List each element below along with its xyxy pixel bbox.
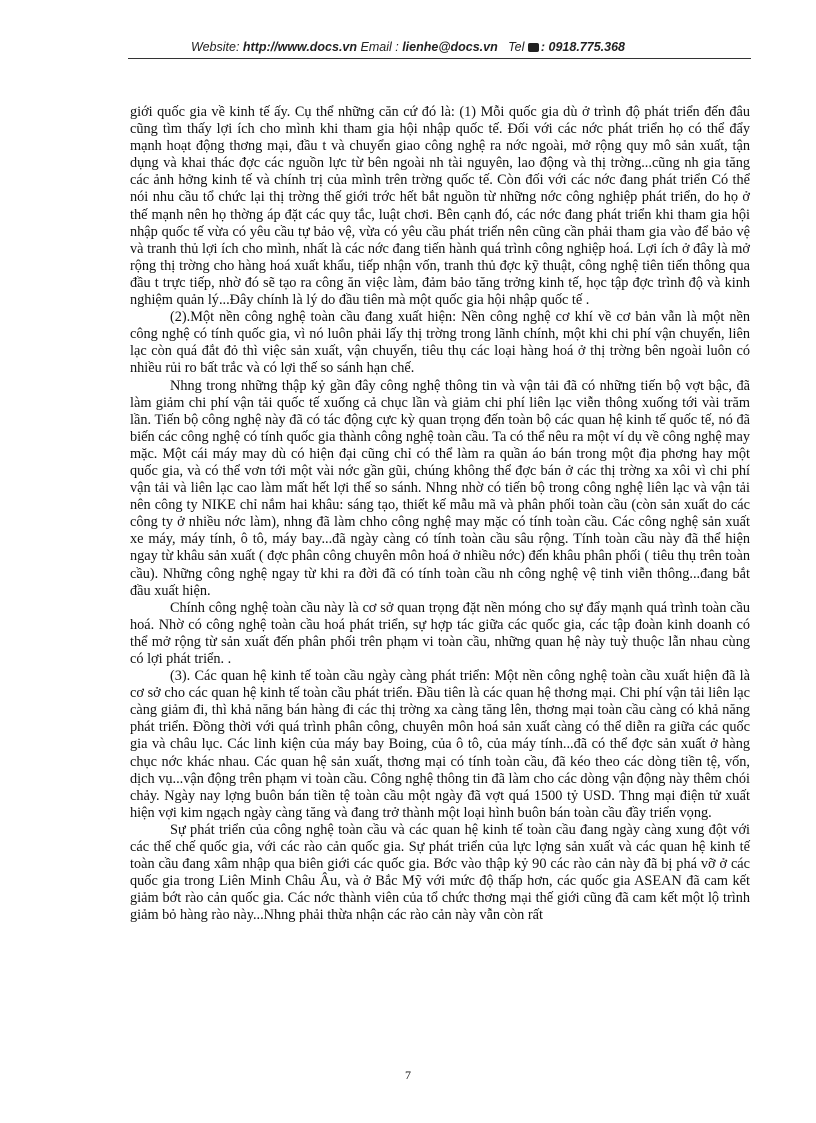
paragraph-5: (3). Các quan hệ kinh tế toàn cầu ngày càng phát triển: Một nền công nghệ toàn cầu xuất hiện đã là cơ sở cho các quan hệ kinh tế toàn cầu phát triển. Đầu tiên là các quan hệ thơng mại. Chi phí vận tải liên lạc càng giảm đi, thì khả năng bán hàng đi các thị trờng xa càng tăng lên, thơng mại toàn cầu càng có khả năng phát triển. Đồng thời với quá trình phân công, chuyên môn hoá sản xuất càng có thể diễn ra giữa các quốc gia và châu lục. Các linh kiện của máy bay Boing, của ô tô, của máy tính...đã có thể đợc sản xuất ở hàng chục nớc khác nhau. Các quan hệ sản xuất, thơng mại có tính toàn cầu, đã kéo theo các dòng tiền tệ, vốn, dịch vụ...vận động trên phạm vi toàn cầu. Công nghệ thông tin đã làm cho các dòng vận động này thêm chói chảy. Ngày nay lợng buôn bán tiền tệ toàn cầu một ngày đã vợt quá 1500 tỷ USD. Thng mại điện tử xuất hiện vợi kim ngạch ngày càng tăng và đang trở thành một loại hình buôn bán toàn cầu đầy triển vọng. [130,668,750,821]
paragraph-3: Nhng trong những thập kỷ gần đây công nghệ thông tin và vận tải đã có những tiến bộ vợt bậc, đã làm giảm chi phí vận tải quốc tế xuống cả chục lần và giảm chi phí liên lạc viễn thông xuống tới vài trăm lần. Tiến bộ công nghệ này đã có tác động cực kỳ quan trọng đến toàn bộ các quan hệ kinh tế quốc tế, nó đã biến các công nghệ có tính quốc gia thành công nghệ toàn cầu. Ta có thể nêu ra một ví dụ về công nghệ may mặc. Một cái máy may dù có hiện đại cũng chỉ có thể làm ra quần áo bán trong một địa phơng hay một quốc gia, và có thể vơn tới một vài nớc gần gũi, chúng không thể đợc bán ở các thị trờng xa xôi vì chi phí vận tải và liên lạc cao làm mất hết lợi thế so sánh. Nhng nhờ có tiến bộ trong công nghệ liên lạc và vận tải nên công ty NIKE chỉ nắm hai khâu: sáng tạo, thiết kế mẫu mã và phân phối toàn cầu (còn sản xuất do các công ty ở nhiều nớc làm), nhng đã làm chho công nghệ may mặc có tính toàn cầu. Các công nghệ sản xuất xe máy, máy tính, ô tô, máy bay...đã ngày càng có tính toàn cầu sâu rộng. Tính toàn cầu này đã thể hiện ngay từ khâu sản xuất ( đợc phân công chuyên môn hoá ở nhiều nớc) đến khâu phân phối ( tiêu thụ trên toàn cầu). Những công nghệ ngay từ khi ra đời đã có tính toàn cầu nh công nghệ vệ tinh viễn thông...đang bắt đầu xuất hiện. [130,377,751,599]
phone-icon [528,43,539,52]
paragraph-2: (2).Một nền công nghệ toàn cầu đang xuất hiện: Nền công nghệ cơ khí về cơ bản vẫn là một nền công nghệ có tính quốc gia, vì nó luôn phải lấy thị trờng trong lãnh chính, một khi chi phí vận chuyển, liên lạc còn quá đắt đỏ thì việc sản xuất, vận chuyển, tiêu thụ các loại hàng hoá ở thị trờng bên ngoài luôn có nhiều rủi ro bất trắc và có lợi thế so sánh hạn chế. [130,309,750,377]
website-label: Website: [191,40,240,54]
tel-label: Tel [508,40,525,54]
page-header [0,40,816,54]
email-link[interactable]: lienhe@docs.vn [402,40,498,54]
paragraph-4: Chính công nghệ toàn cầu này là cơ sở quan trọng đặt nền móng cho sự đẩy mạnh quá trình toàn cầu hoá. Nhờ có công nghệ toàn cầu hoá phát triển, sự hợp tác giữa các quốc gia, các tập đoàn kinh doanh có thể mở rộng từ sản xuất đến phân phối trên phạm vi toàn cầu, những quan hệ này tuỳ thuộc lẫn nhau cùng có lợi phát triển. . [130,599,750,667]
page-number: 7 [405,1068,411,1082]
document-body [130,104,750,925]
tel-number: : 0918.775.368 [540,40,625,54]
website-link[interactable]: http://www.docs.vn [242,40,358,54]
email-label: Email : [360,40,399,54]
paragraph-1: giới quốc gia về kinh tế ấy. Cụ thể những căn cứ đó là: (1) Mỗi quốc gia dù ở trình độ phát triển đến đâu cũng tìm thấy lợi ích cho mình khi tham gia hội nhập quốc tế. Đối với các nớc phát triển họ có thể đẩy mạnh hoạt động thơng mại, đầu t và chuyển giao công nghệ ra nớc ngoài, mở rộng quy mô sản xuất, tận dụng và khai thác đợc các nguồn lực từ bên ngoài nh tài nguyên, lao động và thị trờng...cũng nh gia tăng các ảnh hởng kinh tế và chính trị của mình trên trờng quốc tế. Còn đối với các nớc đang phát triển Có thể nói nhu cầu tổ chức lại thị trờng thế giới trớc hết bắt nguồn từ những nớc công nghiệp phát triển, do họ ở thế mạnh nên họ thờng áp đặt các quy tắc, luật chơi. Bên cạnh đó, các nớc đang phát triển khi tham gia hội nhập quốc tế vừa có yêu cầu tự bảo vệ, vừa có yêu cầu phát triển nên cũng cần phải tham gia vào để bảo vệ và tranh thủ lợi ích cho mình, nhất là các nớc đang tiến hành quá trình công nghiệp hoá. Lợi ích ở đây là mở rộng thị trờng cho hàng hoá xuất khẩu, tiếp nhận vốn, tranh thủ đợc kỹ thuật, công nghệ tiên tiến thông qua đầu t trực tiếp, nhờ đó sẽ tạo ra công ăn việc làm, đảm bảo tăng trởng kinh tế, học tập đợc trình độ và kinh nghiệm quản lý...Đây chính là lý do đầu tiên mà một quốc gia hội nhập quốc tế . [130,104,750,309]
paragraph-6: Sự phát triển của công nghệ toàn cầu và các quan hệ kinh tế toàn cầu đang ngày càng xung đột với các thể chế quốc gia, với các rào cản quốc gia. Sự phát triển của lực lợng sản xuất và các quan hệ kinh tế toàn cầu đang xâm nhập qua biên giới các quốc gia. Bớc vào thập kỷ 90 các rào cản này đã bị phá vỡ ở các quốc gia trong Liên Minh Châu Âu, và ở Bắc Mỹ với mức độ thấp hơn, các quốc gia ASEAN đã cam kết giảm bớt rào cản quốc gia. Các nớc thành viên của tổ chức thơng mại thế giới cũng đã cam kết một lộ trình giảm bỏ hàng rào này...Nhng phải thừa nhận các rào cản này vẫn còn rất [130,821,750,924]
header-rule [128,58,751,59]
